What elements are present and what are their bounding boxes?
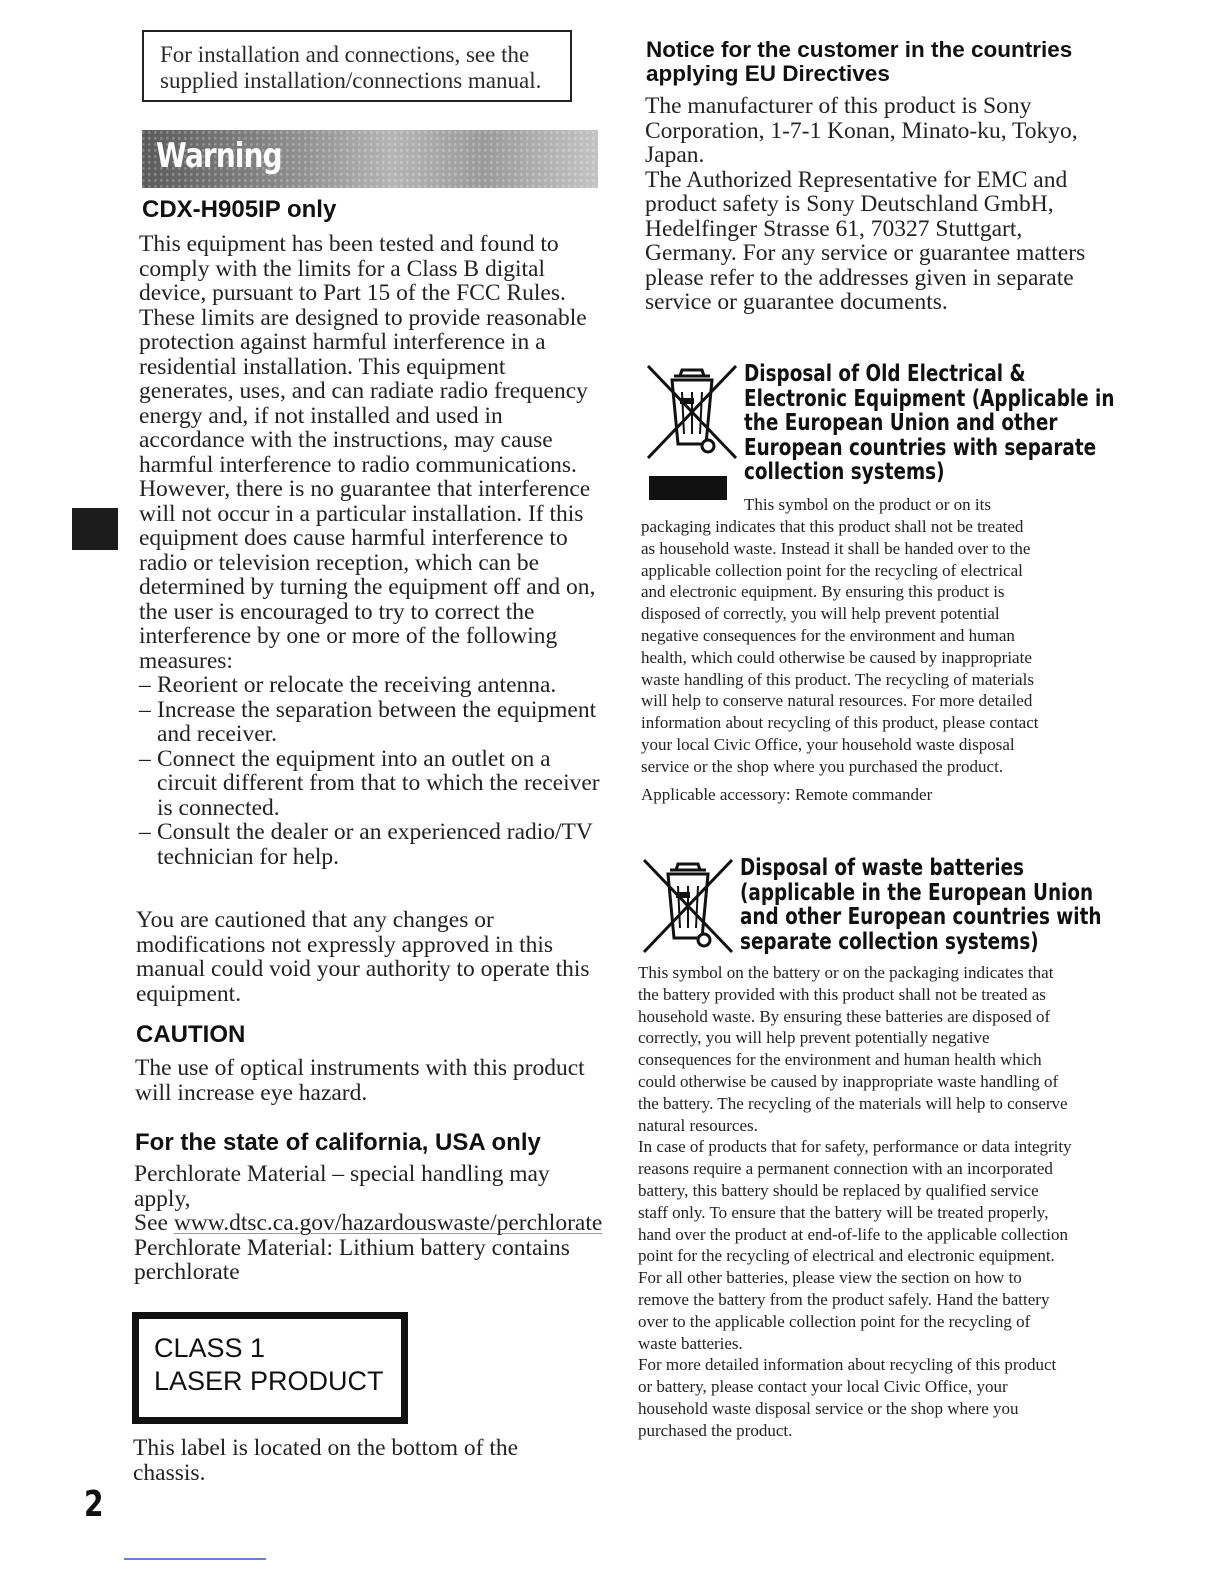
heading-line: and other European countries with [740,904,1102,930]
list-item [139,698,609,747]
text-line: harmful interference to radio communications. [139,451,577,478]
text-line: The Authorized Representative for EMC and [645,166,1068,193]
caution-heading: CAUTION [136,1021,246,1048]
text-line: the battery provided with this product shall not be treated as [638,984,1046,1004]
text-line: battery, this battery should be replaced by qualified service [638,1180,1039,1200]
text-line: over to the applicable collection point for the recycling of [638,1311,1031,1331]
text-line: interference by one or more of the following [139,623,558,649]
text-line: consequences for the environment and human health which [638,1050,1042,1070]
text-line: applicable collection point for the recycling of electrical [641,560,1023,580]
text-line: waste batteries. [638,1333,743,1353]
text-line: manual could void your authority to operate this [136,956,590,982]
text-line: will help to conserve natural resources. For more detailed [641,691,1033,711]
text-line: For all other batteries, please view the section on how to [638,1268,1022,1288]
installation-note-line: For installation and connections, see the [160,42,530,67]
text-line: the user is encouraged to try to correct the [139,598,535,625]
text-line: information about recycling of this product, please contact [641,713,1039,733]
laser-product-label [132,1312,408,1424]
weee-heading [744,362,1114,485]
text-line: Consult the dealer or an experienced radio/TV [157,819,593,845]
text-line: packaging indicates that this product shall not be treated [641,517,1024,536]
text-line: will increase eye hazard. [135,1079,368,1106]
fcc-heading: CDX-H905IP only [142,196,337,223]
text-line: determined by turning the equipment off and on, [139,574,596,600]
text-line: For more detailed information about recycling of this product [638,1355,1057,1375]
text-line: technician for help. [157,843,340,870]
list-dash: – [139,745,151,772]
heading-line: separate collection systems) [740,928,1039,955]
installation-note-box [142,30,572,102]
warning-title: Warning [156,136,282,176]
text-line: will not occur in a particular installation. If this [139,500,584,527]
text-line: accordance with the instructions, may cause [139,427,553,453]
text-line: energy and, if not installed and used in [139,402,503,429]
label-location-note [133,1436,603,1485]
perchlorate-link[interactable]: www.dtsc.ca.gov/hazardouswaste/perchlorate [173,1210,603,1236]
text-line: Reorient or relocate the receiving antenna. [157,672,557,698]
text-line: disposed of correctly, you will help prevent potential [641,604,1000,624]
text-line: and electronic equipment. By ensuring this product is [641,582,1005,602]
see-label: See [134,1210,174,1236]
eu-notice-heading [646,38,1072,86]
text-line: chassis. [133,1459,206,1486]
text-line: purchased the product. [638,1420,793,1440]
heading-line: Disposal of waste batteries [740,855,1024,881]
heading-line: European countries with separate [744,434,1097,461]
weee-black-bar [649,476,727,500]
text-line: residential installation. This equipment [139,353,506,380]
text-line: service or guarantee documents. [645,289,948,315]
california-text [134,1162,604,1285]
batteries-heading [740,856,1102,954]
installation-note-line: supplied installation/connections manual. [160,68,542,93]
laser-label-inner [139,1319,401,1417]
weee-first-line: This symbol on the product or on its [744,495,991,514]
fcc-caution-note [136,908,606,1006]
heading-line: Electronic Equipment (Applicable in [744,385,1115,412]
text-line: radio or television reception, which can be [139,549,540,576]
text-line: This label is located on the bottom of the [133,1435,519,1461]
weee-text [641,516,1101,778]
crossed-out-wheelie-bin-icon [640,856,736,956]
text-line: natural resources. [638,1115,758,1135]
text-line: hand over the product at end-of-life to the applicable collection [638,1224,1069,1244]
text-line: the battery. The recycling of the materials will help to conserve [638,1093,1068,1113]
text-line: Corporation, 1-7-1 Konan, Minato-ku, Tokyo, [645,117,1078,144]
text-line: This equipment has been tested and found to [139,231,559,257]
list-item [139,747,609,821]
heading-line: Notice for the customer in the countries [646,37,1073,62]
text-line: reasons require a permanent connection with an incorporated [638,1159,1053,1179]
list-item [139,673,609,698]
text-line: Perchlorate Material – special handling may apply, [134,1161,550,1212]
text-line: service or the shop where you purchased the product. [641,756,1004,776]
crossed-out-wheelie-bin-icon [644,362,740,462]
text-line: equipment. [136,980,242,1007]
text-line: Germany. For any service or guarantee matters [645,240,1086,266]
text-line: generates, uses, and can radiate radio frequency [139,378,588,404]
text-line: Japan. [645,142,705,168]
text-line: protection against harmful interference in a [139,329,546,355]
text-line: This symbol on the battery or on the packaging indicates that [638,963,1054,982]
text-line: health, which could otherwise be caused by inappropriate [641,647,1032,667]
text-line: could otherwise be caused by inappropriate waste handling of [638,1071,1059,1091]
list-dash: – [139,696,151,723]
heading-line: applying EU Directives [646,61,890,86]
heading-line: the European Union and other [744,410,1058,436]
text-line: The manufacturer of this product is Sony [645,93,1032,119]
text-line: household waste disposal service or the shop where you [638,1398,1019,1418]
heading-line: (applicable in the European Union [740,879,1094,906]
text-line: waste handling of this product. The recycling of materials [641,669,1034,689]
text-line: staff only. To ensure that the battery will be treated properly, [638,1202,1049,1222]
batteries-text [638,962,1103,1442]
text-line: modifications not expressly approved in this [136,931,554,958]
text-line: equipment does cause harmful interference to [139,525,568,551]
text-line: household waste. By ensuring these batteries are disposed of [638,1006,1051,1026]
text-line: Connect the equipment into an outlet on a [157,745,551,772]
text-line: However, there is no guarantee that interference [139,476,591,502]
california-heading: For the state of california, USA only [135,1129,541,1156]
heading-line: collection systems) [744,459,945,485]
text-line: perchlorate [134,1259,240,1285]
text-line: and receiver. [157,721,278,747]
warning-banner [142,130,598,188]
text-line: The use of optical instruments with this product [135,1055,585,1081]
list-item [139,820,609,869]
text-line: Increase the separation between the equipment [157,696,597,723]
text-line: is connected. [157,794,280,821]
list-dash: – [139,819,151,845]
text-line: your local Civic Office, your household waste disposal [641,734,1015,754]
text-line: as household waste. Instead it shall be handed over to the [641,538,1031,558]
fcc-measures-list [139,673,609,869]
text-line: measures: [139,647,233,674]
text-line: device, pursuant to Part 15 of the FCC Rules. [139,280,566,306]
section-marker [72,508,118,550]
text-line: circuit different from that to which the receiver [157,770,600,796]
text-line: These limits are designed to provide reasonable [139,304,587,331]
heading-line: Disposal of Old Electrical & [744,361,1026,387]
text-line: product safety is Sony Deutschland GmbH, [645,191,1054,217]
text-line: You are cautioned that any changes or [136,907,494,933]
text-line [134,1211,604,1236]
text-line: In case of products that for safety, performance or data integrity [638,1137,1072,1157]
eu-notice-text [645,94,1105,315]
weee-accessory: Applicable accessory: Remote commander [641,785,933,804]
laser-label-line: CLASS 1 [154,1333,266,1363]
fcc-paragraph [139,232,609,869]
text-line: comply with the limits for a Class B digital [139,255,545,282]
text-line: Hedelfinger Strasse 61, 70327 Stuttgart, [645,215,1023,242]
text-line: correctly, you will help prevent potentially negative [638,1028,990,1048]
list-dash: – [139,672,151,698]
text-line: please refer to the addresses given in separate [645,264,1074,291]
text-line: remove the battery from the product safely. Hand the battery [638,1289,1050,1309]
laser-label-line: LASER PRODUCT [154,1366,384,1396]
divider [124,1558,266,1560]
text-line: point for the recycling of electrical and electronic equipment. [638,1246,1055,1266]
text-line: Perchlorate Material: Lithium battery contains [134,1234,570,1261]
caution-text [135,1056,605,1105]
text-line: or battery, please contact your local Civic Office, your [638,1377,1008,1397]
text-line: negative consequences for the environment and human [641,625,1015,645]
page-number: 2 [84,1484,104,1525]
